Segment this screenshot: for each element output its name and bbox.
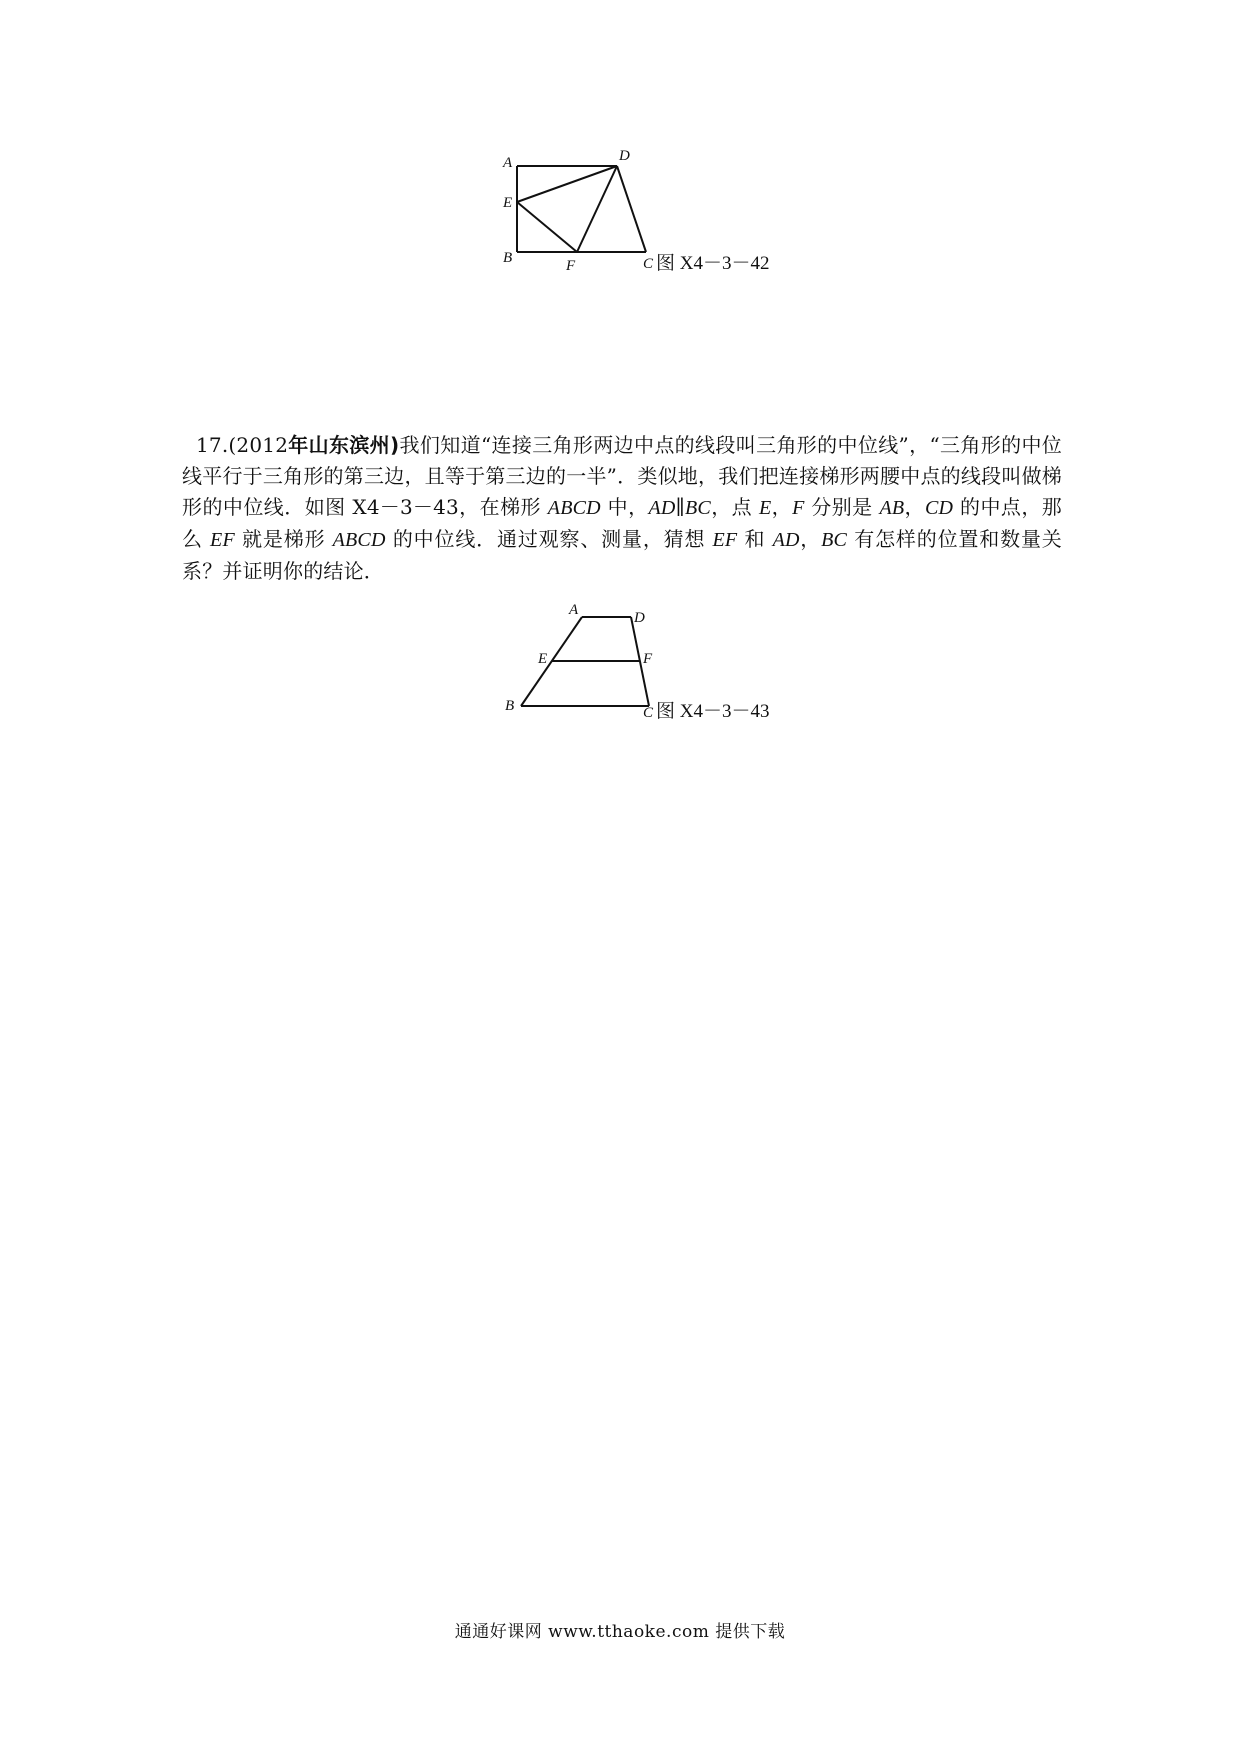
point-label-B: B	[503, 250, 513, 266]
problem-text: ，	[904, 495, 925, 519]
point-label-D: D	[619, 148, 630, 164]
point-label-F: F	[643, 651, 653, 667]
page-footer: 通通好课网 www.tthaoke.com 提供下载	[454, 1622, 786, 1642]
figure-x4-3-43	[0, 580, 1240, 740]
problem-text: ，	[799, 527, 822, 551]
problem-text: 和	[737, 527, 773, 551]
problem-source-close: )	[390, 433, 400, 457]
segment-EF	[517, 202, 577, 252]
figure-caption: 图 X4－3－43	[656, 701, 770, 722]
math-var: AD∥BC	[648, 497, 711, 519]
problem-text: ，	[771, 495, 793, 519]
math-var: AD	[772, 529, 800, 551]
problem-text: 分别是	[804, 495, 880, 519]
problem-source-open: (2012	[228, 433, 289, 457]
point-label-A: A	[569, 602, 579, 618]
point-label-A: A	[503, 155, 513, 171]
math-var: ABCD	[332, 529, 386, 551]
math-var: AB	[879, 497, 905, 519]
problem-source: 年山东滨州	[288, 433, 391, 457]
problem-text: ，点	[710, 495, 759, 519]
math-var: EF	[210, 529, 235, 551]
math-var: CD	[925, 497, 954, 519]
point-label-E: E	[503, 195, 513, 211]
problem-number: 17.	[196, 433, 229, 457]
math-var: E	[758, 497, 772, 519]
problem-text: 中，	[600, 495, 649, 519]
problem-text: 我们知道“连接三角形两边中点的线段叫三角形的中位线”，“三角形的中位线平行于三角形的第三边，且等于第三边的一半”．类似地，我们把连接梯形两腰中点的线段叫做梯形的中位线．如图 X4－3－43，在梯形	[182, 433, 1063, 519]
figure-x4-3-42	[0, 0, 1240, 300]
problem-text: 的中点，那么	[182, 495, 1062, 551]
math-var: F	[792, 497, 805, 519]
point-label-C: C	[643, 705, 654, 721]
math-var: BC	[821, 529, 848, 551]
point-label-B: B	[505, 698, 515, 714]
problem-text: 的中位线．通过观察、测量，猜想	[385, 527, 713, 551]
figure-x4-3-43-svg	[0, 580, 1240, 740]
segment-DC	[617, 166, 646, 252]
math-var: EF	[712, 529, 738, 551]
point-label-C: C	[643, 256, 654, 272]
problem-17	[182, 430, 1062, 587]
figure-x4-3-42-svg	[0, 0, 1240, 300]
problem-text: 有怎样的位置和数量关系？并证明你的结论．	[182, 527, 1062, 583]
problem-text: 就是梯形	[234, 527, 333, 551]
point-label-D: D	[634, 610, 645, 626]
math-var: ABCD	[547, 497, 601, 519]
figure-caption: 图 X4－3－42	[656, 253, 770, 274]
point-label-E: E	[538, 651, 548, 667]
point-label-F: F	[566, 258, 576, 274]
